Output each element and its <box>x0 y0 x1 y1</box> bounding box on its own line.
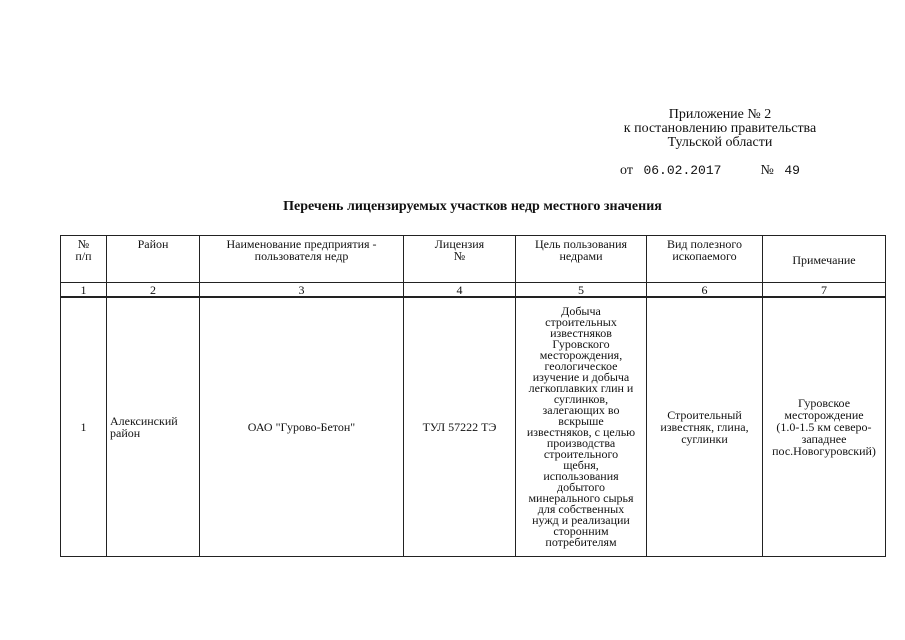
column-number: 7 <box>763 283 886 298</box>
row-mineral: Строительный известняк, глина, суглинки <box>647 297 763 557</box>
decree-date: 06.02.2017 <box>643 163 722 178</box>
row-note: Гуровское месторождение (1.0-1.5 км северо- западнее пос.Новогуровский) <box>763 297 886 557</box>
header-mineral: Вид полезного ископаемого <box>647 236 763 283</box>
decree-reference <box>620 163 800 179</box>
appendix-header <box>560 108 880 150</box>
row-index: 1 <box>61 297 107 557</box>
header-district: Район <box>107 236 200 283</box>
table-header-row <box>61 236 886 283</box>
column-number: 4 <box>404 283 516 298</box>
column-number: 6 <box>647 283 763 298</box>
decree-number-label: № <box>760 163 774 178</box>
header-index: № п/п <box>61 236 107 283</box>
decree-number: 49 <box>784 163 800 178</box>
column-number: 1 <box>61 283 107 298</box>
decree-from-label: от <box>620 163 633 178</box>
row-license: ТУЛ 57222 ТЭ <box>404 297 516 557</box>
column-number: 2 <box>107 283 200 298</box>
column-number-row <box>61 283 886 298</box>
column-number: 3 <box>200 283 404 298</box>
appendix-line-2: к постановлению правительства <box>623 121 817 136</box>
header-company: Наименование предприятия - пользователя недр <box>200 236 404 283</box>
license-registry-table <box>60 235 886 557</box>
header-purpose: Цель пользования недрами <box>516 236 647 283</box>
row-company: ОАО "Гурово-Бетон" <box>200 297 404 557</box>
row-purpose: Добыча строительных известняков Гуровского месторождения, геологическое изучение и добыча легкоплавких глин и суглинков, залегающих во вскрыше известняков, с целью производства строительного щебня, использования добытого минерального сырья для собственных нужд и реализации сторонним потребителям <box>516 297 647 557</box>
row-district: Алексинский район <box>107 297 200 557</box>
header-note: Примечание <box>763 236 886 283</box>
header-license: Лицензия № <box>404 236 516 283</box>
appendix-line-3: Тульской области <box>667 135 773 150</box>
column-number: 5 <box>516 283 647 298</box>
appendix-line-1: Приложение № 2 <box>668 107 772 122</box>
table-row <box>61 297 886 557</box>
document-title: Перечень лицензируемых участков недр местного значения <box>283 199 662 214</box>
